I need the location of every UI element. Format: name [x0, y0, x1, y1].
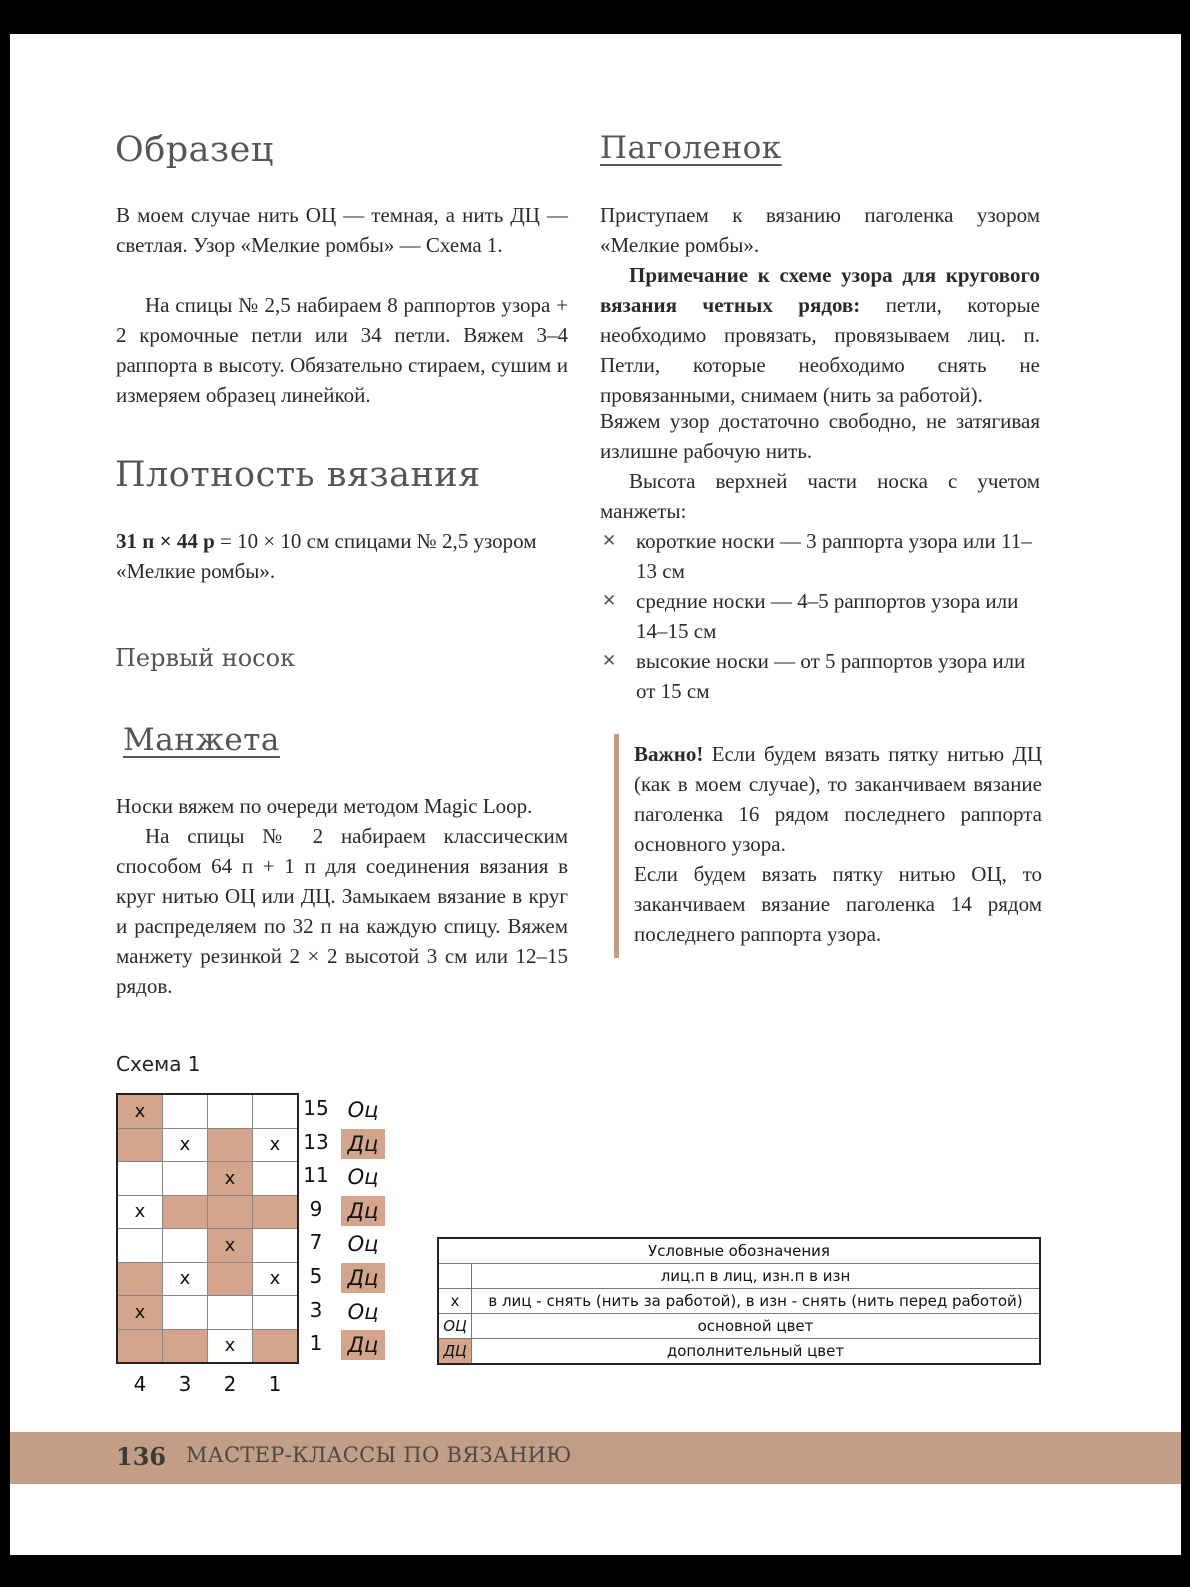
chart-col-number: 2: [223, 1372, 237, 1396]
chart-cell: [253, 1094, 299, 1128]
chart-col-number: 4: [133, 1372, 147, 1396]
chart-cell: x: [163, 1128, 208, 1162]
chart-cell: x: [208, 1329, 253, 1363]
chart-row: [117, 1162, 298, 1196]
page-number: 136: [116, 1442, 167, 1471]
cross-bullet-icon: ✕: [602, 531, 617, 551]
chart-row: [117, 1094, 298, 1128]
paragraph-chart-note: [600, 260, 1040, 410]
list-item: ✕ средние носки — 4–5 раппортов узора или 14–15 см: [600, 586, 1040, 646]
legend-row: лиц.п в лиц, изн.п в изн: [438, 1264, 1040, 1289]
density-text: = 10 × 10 см спицами № 2,5 узором «Мелкие ромбы».: [116, 529, 537, 583]
paragraph-cuff-method: Носки вяжем по очереди методом Magic Loop.: [116, 794, 533, 818]
chart-cell: [163, 1162, 208, 1196]
paragraph-density: [116, 526, 568, 586]
chart-cell: [208, 1195, 253, 1229]
chart-cell: x: [163, 1262, 208, 1296]
legend-row: x в лиц - снять (нить за работой), в изн - снять (нить перед работой): [438, 1289, 1040, 1314]
chart-row-number: 1: [309, 1331, 323, 1356]
height-list: [600, 526, 1040, 706]
chart-cell: [163, 1329, 208, 1363]
chart-row-color: Дц: [341, 1330, 385, 1360]
chart-row-number: 5: [309, 1264, 323, 1288]
chart-col-number: 3: [178, 1372, 192, 1396]
heading-density: Плотность вязания: [115, 455, 481, 495]
chart-cell: x: [208, 1229, 253, 1263]
note-heel-main-color: Если будем вязать пятку нитью ОЦ, то заканчиваем вязание паголенка 14 рядом последнего раппорта узора.: [634, 862, 1042, 946]
chart-title: Схема 1: [116, 1052, 201, 1076]
cross-bullet-icon: ✕: [602, 651, 617, 671]
chart-cell: [208, 1128, 253, 1162]
chart-note-text: петли, которые необходимо провязать, провязываем лиц. п. Петли, которые необходимо снять не провязанными, снимаем (нить за работой).: [600, 293, 1040, 407]
chart-cell: [163, 1094, 208, 1128]
chart-row: [117, 1296, 298, 1330]
chart-cell: x: [117, 1296, 163, 1330]
chart-cell: [253, 1229, 299, 1263]
chart-row-number: 3: [309, 1297, 323, 1322]
chart-cell: [253, 1296, 299, 1330]
chart-row-color: Дц: [341, 1196, 385, 1226]
note-important: [634, 739, 1042, 859]
note-important-text: Если будем вязать пятку нитью ДЦ (как в моем случае), то заканчиваем вязание паголенка 16 рядом последнего раппорта основного узора.: [634, 742, 1042, 856]
chart-row-color: Оц: [347, 1098, 379, 1122]
chart-row: [117, 1195, 298, 1229]
chart-cell: [208, 1262, 253, 1296]
legend-title: Условные обозначения: [438, 1238, 1040, 1264]
legend-row: ОЦ основной цвет: [438, 1314, 1040, 1339]
chart-cell: [208, 1296, 253, 1330]
chart-cell: [117, 1329, 163, 1363]
chart-cell: [117, 1229, 163, 1263]
chart-cell: [163, 1296, 208, 1330]
heading-first-sock: Первый носок: [115, 644, 296, 672]
chart-col-number: 1: [268, 1372, 282, 1396]
list-item: ✕ высокие носки — от 5 раппортов узора или от 15 см: [600, 646, 1040, 706]
chart-row-color: Дц: [341, 1263, 385, 1293]
chart-cell: x: [208, 1162, 253, 1196]
chart-cell: [117, 1262, 163, 1296]
chart-row-color: Оц: [347, 1232, 379, 1257]
chart-row-number: 11: [303, 1163, 329, 1188]
chart-row-color: Дц: [341, 1129, 385, 1159]
stitch-chart: [116, 1093, 299, 1364]
chart-cell: x: [117, 1195, 163, 1229]
chart-cell: x: [253, 1262, 299, 1296]
chart-cell: [253, 1162, 299, 1196]
chart-row-color: Оц: [347, 1165, 379, 1190]
chart-row-color: Оц: [347, 1299, 379, 1324]
heading-leg: Паголенок: [600, 130, 782, 166]
cross-bullet-icon: ✕: [602, 591, 617, 611]
book-title: МАСТЕР-КЛАССЫ ПО ВЯЗАНИЮ: [186, 1443, 572, 1467]
paragraph-sample-cast-on: На спицы № 2,5 набираем 8 раппортов узора + 2 кромочные петли или 34 петли. Вяжем 3–4 раппорта в высоту. Обязательно стираем, сушим и измеряем образец линейкой.: [116, 293, 568, 407]
list-item: ✕ короткие носки — 3 раппорта узора или 11–13 см: [600, 526, 1040, 586]
chart-cell: x: [117, 1094, 163, 1128]
paragraph-knit-loosely: Вяжем узор достаточно свободно, не затягивая излишне рабочую нить.: [600, 409, 1040, 463]
note-important-bold: Важно!: [634, 742, 704, 766]
chart-cell: [253, 1195, 299, 1229]
footer-bar: [10, 1432, 1181, 1484]
chart-row-number: 9: [309, 1196, 323, 1221]
legend-table: [437, 1237, 1041, 1365]
page: [10, 34, 1181, 1555]
heading-cuff: Манжета: [123, 722, 280, 758]
chart-cell: [117, 1128, 163, 1162]
paragraph-sample-intro: В моем случае нить ОЦ — темная, а нить ДЦ — светлая. Узор «Мелкие ромбы» — Схема 1.: [116, 203, 568, 257]
paragraph-height: Высота верхней части носка с учетом манжеты:: [600, 469, 1040, 523]
chart-row-number: 13: [303, 1129, 329, 1154]
chart-cell: [163, 1195, 208, 1229]
chart-note-bold: Примечание к схеме узора для кругового вязания четных рядов:: [600, 263, 1040, 317]
chart-cell: x: [253, 1128, 299, 1162]
chart-row: [117, 1329, 298, 1363]
note-accent-bar: [614, 734, 619, 958]
chart-row: [117, 1128, 298, 1162]
paragraph-leg-intro: Приступаем к вязанию паголенка узором «Мелкие ромбы».: [600, 203, 1040, 257]
chart-cell: [163, 1229, 208, 1263]
chart-row: [117, 1229, 298, 1263]
density-value: 31 п × 44 р: [116, 529, 215, 553]
heading-sample: Образец: [115, 130, 274, 170]
chart-cell: [117, 1162, 163, 1196]
paragraph-cuff-cast-on: На спицы № 2 набираем классическим способом 64 п + 1 п для соединения вязания в круг нитью ОЦ или ДЦ. Замыкаем вязание в круг и распределяем по 32 п на каждую спицу. Вяжем манжету резинкой 2 × 2 высотой 3 см или 12–15 рядов.: [116, 824, 568, 998]
chart-row: [117, 1262, 298, 1296]
legend-row: ДЦ дополнительный цвет: [438, 1339, 1040, 1365]
chart-row-number: 15: [303, 1096, 329, 1120]
chart-cell: [253, 1329, 299, 1363]
chart-row-number: 7: [309, 1230, 323, 1255]
chart-cell: [208, 1094, 253, 1128]
